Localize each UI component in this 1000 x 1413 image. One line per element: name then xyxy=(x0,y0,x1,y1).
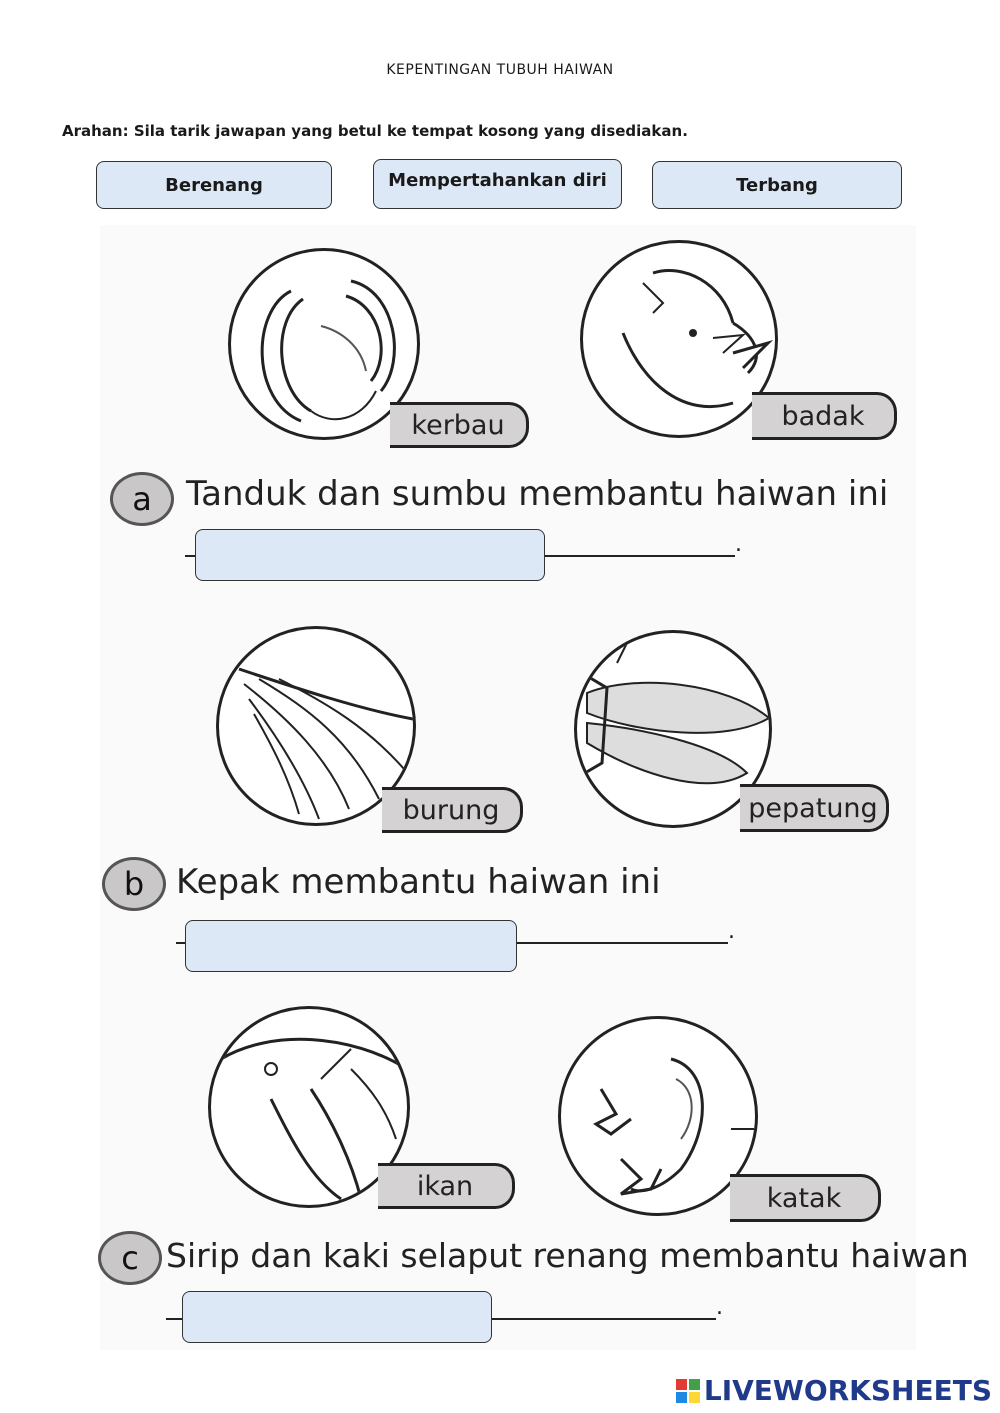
frog-feet-icon xyxy=(558,1016,758,1216)
answer-chip-mempertahankan-diri[interactable]: Mempertahankan diri xyxy=(373,159,622,209)
instructions: Arahan: Sila tarik jawapan yang betul ke tempat kosong yang disediakan. xyxy=(62,122,688,140)
animal-tag-badak: badak xyxy=(752,392,897,440)
question-letter-a: a xyxy=(110,472,174,526)
question-text-a: Tanduk dan sumbu membantu haiwan ini xyxy=(186,474,889,514)
rhinoceros-icon xyxy=(580,240,778,438)
brand-name: LIVEWORKSHEETS xyxy=(703,1374,992,1407)
liveworksheets-logo-icon xyxy=(676,1379,700,1403)
answer-line-end-a: . xyxy=(735,532,742,557)
question-letter-c: c xyxy=(98,1231,162,1285)
drop-box-b[interactable] xyxy=(185,920,517,972)
animal-tag-kerbau: kerbau xyxy=(390,402,529,448)
question-letter-b: b xyxy=(102,857,166,911)
answer-line-end-b: . xyxy=(728,919,735,944)
animal-tag-pepatung: pepatung xyxy=(740,784,889,832)
drop-box-c[interactable] xyxy=(182,1291,492,1343)
logo-square xyxy=(689,1392,700,1403)
liveworksheets-brand xyxy=(676,1374,992,1407)
answer-chip-terbang[interactable]: Terbang xyxy=(652,161,902,209)
logo-square xyxy=(676,1379,687,1390)
question-text-b: Kepak membantu haiwan ini xyxy=(176,862,661,902)
drop-box-a[interactable] xyxy=(195,529,545,581)
animal-tag-ikan: ikan xyxy=(378,1163,515,1209)
answer-line-end-c: . xyxy=(716,1295,723,1320)
page-title: KEPENTINGAN TUBUH HAIWAN xyxy=(386,62,614,78)
animal-tag-burung: burung xyxy=(382,787,523,833)
logo-square xyxy=(676,1392,687,1403)
answer-chip-berenang[interactable]: Berenang xyxy=(96,161,332,209)
question-text-c: Sirip dan kaki selaput renang membantu haiwan xyxy=(166,1236,969,1275)
animal-tag-katak: katak xyxy=(730,1174,881,1222)
logo-square xyxy=(689,1379,700,1390)
